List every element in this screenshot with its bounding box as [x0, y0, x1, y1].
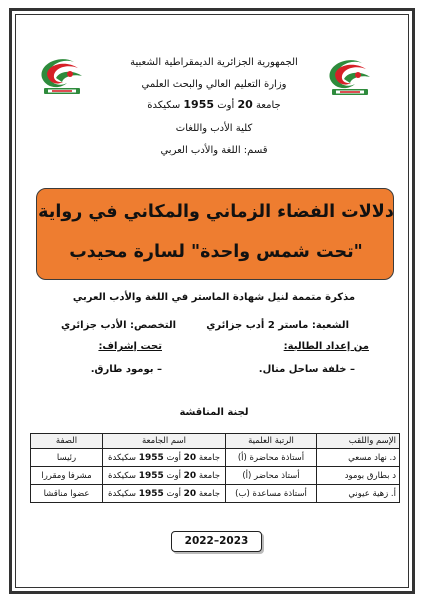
- univ-day: 20: [183, 452, 197, 463]
- branch-value: ماستر 2 أدب جزائري: [206, 320, 309, 331]
- member-role: عضوا مناقشا: [31, 485, 103, 503]
- table-row: [31, 449, 400, 467]
- univ-city: سكيكدة: [108, 470, 137, 481]
- student-name: – خلفة ساحل منال.: [258, 364, 355, 375]
- university-line: [0, 98, 428, 113]
- student-label: من إعداد الطالبة:: [283, 341, 369, 352]
- specialty-value: الأدب جزائري: [61, 320, 127, 331]
- specialty-row: [61, 320, 176, 331]
- univ-prefix: جامعة: [198, 470, 220, 481]
- committee-heading: لجنة المناقشة: [179, 407, 249, 418]
- title-banner: [36, 188, 394, 280]
- member-name: أ. زهية عيوني: [317, 485, 400, 503]
- header-name: الإسم واللقب: [317, 434, 400, 449]
- univ-year: 1955: [138, 488, 164, 499]
- header-role: الصفة: [31, 434, 103, 449]
- member-name: د. نهاد مسعي: [317, 449, 400, 467]
- specialty-label: التخصص:: [130, 320, 176, 331]
- university-month: أوت: [217, 100, 235, 111]
- table-row: [31, 485, 400, 503]
- header-university: اسم الجامعة: [103, 434, 226, 449]
- header-rank: الرتبة العلمية: [226, 434, 317, 449]
- university-day: 20: [237, 98, 253, 111]
- member-rank: أستاذة مساعدة (ب): [226, 485, 317, 503]
- univ-prefix: جامعة: [198, 452, 220, 463]
- republic-line: الجمهورية الجزائرية الديمقراطية الشعبية: [130, 57, 298, 68]
- committee-table: [30, 433, 400, 503]
- faculty-line: كلية الأدب واللغات: [175, 123, 253, 134]
- title-line-2: "تحت شمس واحدة" لسارة محيدب: [69, 242, 363, 262]
- univ-day: 20: [183, 470, 197, 481]
- university-city: سكيكدة: [147, 100, 181, 111]
- member-role: رئيسا: [31, 449, 103, 467]
- table-row: [31, 467, 400, 485]
- univ-month: أوت: [166, 488, 181, 499]
- member-university: [103, 485, 226, 503]
- supervisor-label: تحت إشراف:: [98, 341, 162, 352]
- member-university: [103, 449, 226, 467]
- univ-year: 1955: [138, 470, 164, 481]
- member-university: [103, 467, 226, 485]
- univ-day: 20: [183, 488, 197, 499]
- univ-city: سكيكدة: [108, 452, 137, 463]
- member-rank: أستاذة محاضرة (أ): [226, 449, 317, 467]
- branch-row: [206, 320, 349, 331]
- univ-month: أوت: [166, 470, 181, 481]
- member-name: د بطارق بومود: [317, 467, 400, 485]
- univ-month: أوت: [166, 452, 181, 463]
- title-line-1: دلالات الفضاء الزماني والمكاني في رواية: [38, 202, 394, 222]
- university-year: 1955: [183, 98, 215, 111]
- member-rank: أستاذ محاضر (أ): [226, 467, 317, 485]
- univ-prefix: جامعة: [198, 488, 220, 499]
- member-role: مشرفا ومقررا: [31, 467, 103, 485]
- university-prefix: جامعة: [255, 100, 281, 111]
- supervisor-name: – بومود طارق.: [90, 364, 162, 375]
- department-line: قسم: اللغة والأدب العربي: [160, 145, 268, 156]
- ministry-line: وزارة التعليم العالي والبحث العلمي: [141, 79, 287, 90]
- academic-year: 2022–2023: [171, 531, 262, 552]
- memo-statement: مذكرة متممة لنيل شهادة الماستر في اللغة والأدب العربي: [72, 292, 356, 303]
- univ-city: سكيكدة: [108, 488, 137, 499]
- univ-year: 1955: [138, 452, 164, 463]
- branch-label: الشعبة:: [311, 320, 349, 331]
- committee-header-row: [31, 434, 400, 449]
